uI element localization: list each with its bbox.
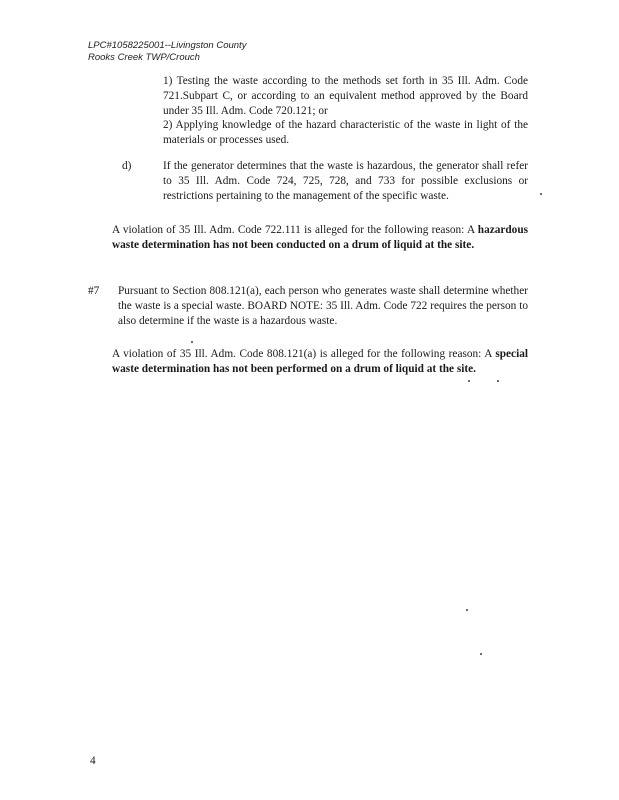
section-808-121-text: Pursuant to Section 808.121(a), each person who generates waste shall determine whether the waste is a special waste. BOARD NOTE: 35 Ill. Adm. Code 722 requires the person to also determine if the waste is a hazardous waste. — [118, 285, 528, 327]
document-header — [88, 40, 246, 64]
item-d-text: If the generator determines that the waste is hazardous, the generator shall refer to 35 Ill. Adm. Code 724, 725, 728, and 733 for possible exclusions or restrictions pertaining to the management of the specific waste. — [163, 160, 528, 202]
scan-speck — [480, 653, 482, 655]
subitem-testing: 1) Testing the waste according to the methods set forth in 35 Ill. Adm. Code 721.Subpart C, or according to an equivalent method approved by the Board under 35 Ill. Adm. Code 720.121; or — [163, 75, 528, 117]
scan-speck — [191, 341, 193, 343]
item-d-label: d) — [122, 160, 132, 172]
page-number: 4 — [90, 755, 96, 767]
subitem-knowledge: 2) Applying knowledge of the hazard characteristic of the waste in light of the materials or processes used. — [163, 119, 528, 146]
section-number-7: #7 — [88, 285, 100, 297]
violation-808-121 — [112, 347, 528, 377]
header-case-line: LPC#1058225001--Livingston County — [88, 40, 247, 51]
violation-808-121-intro: A violation of 35 Ill. Adm. Code 808.121(a) is alleged for the following reason: A — [112, 348, 492, 360]
violation-808-121-reason: special waste determination has not been performed on a drum of liquid at the site. — [112, 348, 528, 375]
violation-722-111-reason: hazardous waste determination has not been conducted on a drum of liquid at the site. — [112, 224, 528, 251]
scan-speck — [540, 193, 542, 195]
header-site-line: Rooks Creek TWP/Crouch — [88, 52, 200, 63]
scan-speck — [497, 380, 499, 382]
violation-722-111-intro: A violation of 35 Ill. Adm. Code 722.111 is alleged for the following reason: A — [112, 224, 475, 236]
scan-speck — [466, 609, 468, 611]
violation-722-111 — [112, 223, 528, 253]
scan-speck — [468, 380, 470, 382]
